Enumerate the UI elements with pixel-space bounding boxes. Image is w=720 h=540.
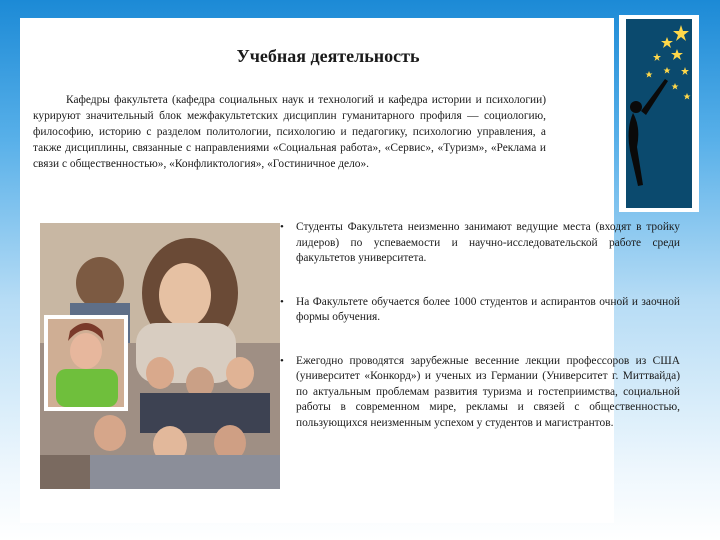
bullet-glyph: • <box>280 221 284 233</box>
fact-text: На Факультете обучается более 1000 студентов и аспирантов очной и заочной формы обучения. <box>296 295 680 323</box>
student-face <box>159 263 211 327</box>
figure-head <box>630 101 642 113</box>
fact-item <box>280 354 680 432</box>
student-head <box>76 257 124 309</box>
students-classroom-image <box>40 223 280 489</box>
student-group-clothes <box>140 393 270 433</box>
front-row-clothes <box>90 455 280 489</box>
stars-logo <box>619 15 699 212</box>
student-face <box>226 357 254 389</box>
fact-item <box>280 220 680 267</box>
fact-item <box>280 295 680 326</box>
logo-background <box>626 19 692 208</box>
intro-paragraph: Кафедры факультета (кафедра социальных наук и технологий и кафедра истории и психологии) курируют значительный блок межфакультетских дисциплин гуманитарного профиля — социологию, философию, историю с разделом политологии, психологию и педагогику, психологию управления, а также дисциплины, связанные с направлениями «Социальная работа», «Сервис», «Туризм», «Реклама и связи с общественностью», «Конфликтология», «Гостиничное дело». <box>33 94 546 170</box>
girl-face <box>70 333 102 369</box>
figure-reaching-stars-icon <box>619 15 699 212</box>
student-face <box>94 415 126 451</box>
bullet-glyph: • <box>280 295 284 308</box>
students-photo-collage <box>40 223 280 489</box>
bullet-glyph: • <box>280 354 284 367</box>
slide-title: Учебная деятельность <box>236 46 420 66</box>
desk <box>40 455 90 489</box>
girl-green-sweater <box>56 369 118 407</box>
fact-text: Ежегодно проводятся зарубежные весенние лекции профессоров из США (университет «Конкорд») и ученых из Германии (Университет г. Миттвайда) по актуальным проблемам развития туризма и гостеприимства, социальной работы в современном мире, рекламы и связей с общественностью, пользующихся неизменным успехом у студентов и магистрантов. <box>296 354 680 429</box>
fact-text: Студенты Факультета неизменно занимают ведущие места (входят в тройку лидеров) по успеваемости и научно-исследовательской работе среди факультетов университета. <box>296 221 680 264</box>
student-face <box>146 357 174 389</box>
facts-list <box>280 220 680 431</box>
